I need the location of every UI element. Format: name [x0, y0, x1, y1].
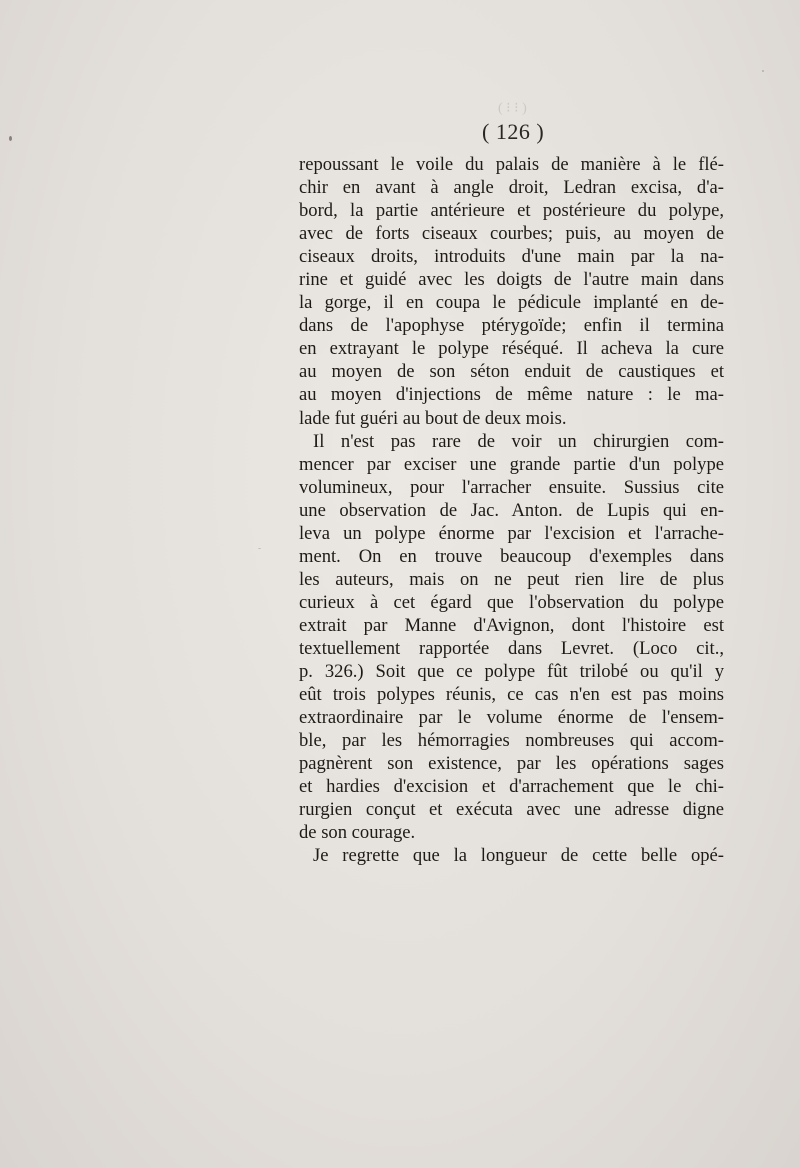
paragraph [299, 430, 724, 845]
text-line: lade fut guéri au bout de deux mois. [299, 407, 567, 429]
text-line: Il n'est pas rare de voir un chirurgien com- [313, 430, 724, 452]
text-line: volumineux, pour l'arracher ensuite. Sussius cite [299, 476, 724, 498]
text-line: extraordinaire par le volume énorme de l'ensem- [299, 707, 724, 729]
text-line: rurgien conçut et exécuta avec une adresse digne [299, 799, 724, 821]
text-line: repoussant le voile du palais de manière à le flé- [299, 154, 724, 175]
text-line: et hardies d'excision et d'arrachement que le chi- [299, 776, 724, 798]
text-line: ble, par les hémorragies nombreuses qui accom- [299, 730, 724, 752]
paper-speck [258, 548, 261, 549]
text-line: une observation de Jac. Anton. de Lupis qui en- [299, 499, 724, 521]
text-line: bord, la partie antérieure et postérieure du polype, [299, 200, 724, 222]
text-line: la gorge, il en coupa le pédicule implanté en de- [299, 292, 724, 314]
body-text [299, 153, 724, 867]
text-line: avec de forts ciseaux courbes; puis, au moyen de [299, 223, 724, 245]
text-line: en extrayant le polype réséqué. Il acheva la cure [299, 338, 724, 360]
text-line: ciseaux droits, introduits d'une main par la na- [299, 246, 724, 268]
text-line: Je regrette que la longueur de cette belle opé- [313, 845, 724, 867]
paper-speck [9, 136, 12, 141]
text-line: extrait par Manne d'Avignon, dont l'histoire est [299, 614, 724, 636]
paragraph [299, 844, 724, 867]
text-line: chir en avant à angle droit, Ledran excisa, d'a- [299, 177, 724, 199]
text-line: curieux à cet égard que l'observation du polype [299, 591, 724, 613]
text-line: au moyen d'injections de même nature : le ma- [299, 384, 724, 406]
bleed-through-marks: ( ⁝ ⁝ ) [498, 101, 527, 116]
text-line: rine et guidé avec les doigts de l'autre main dans [299, 269, 724, 291]
text-line: textuellement rapportée dans Levret. (Loco cit., [299, 637, 724, 659]
text-line: de son courage. [299, 822, 416, 844]
page-number: ( 126 ) [482, 119, 545, 144]
text-line: p. 326.) Soit que ce polype fût trilobé ou qu'il y [299, 661, 724, 683]
text-line: eût trois polypes réunis, ce cas n'en est pas moins [299, 684, 724, 706]
paragraph [299, 153, 724, 430]
text-line: mencer par exciser une grande partie d'un polype [299, 453, 724, 475]
text-line: dans de l'apophyse ptérygoïde; enfin il termina [299, 315, 724, 337]
text-line: pagnèrent son existence, par les opérations sages [299, 753, 724, 775]
text-line: au moyen de son séton enduit de caustiques et [299, 361, 724, 383]
text-line: leva un polype énorme par l'excision et l'arrache- [299, 522, 724, 544]
text-line: ment. On en trouve beaucoup d'exemples dans [299, 545, 724, 567]
text-line: les auteurs, mais on ne peut rien lire de plus [299, 568, 724, 590]
paper-speck [762, 70, 764, 72]
